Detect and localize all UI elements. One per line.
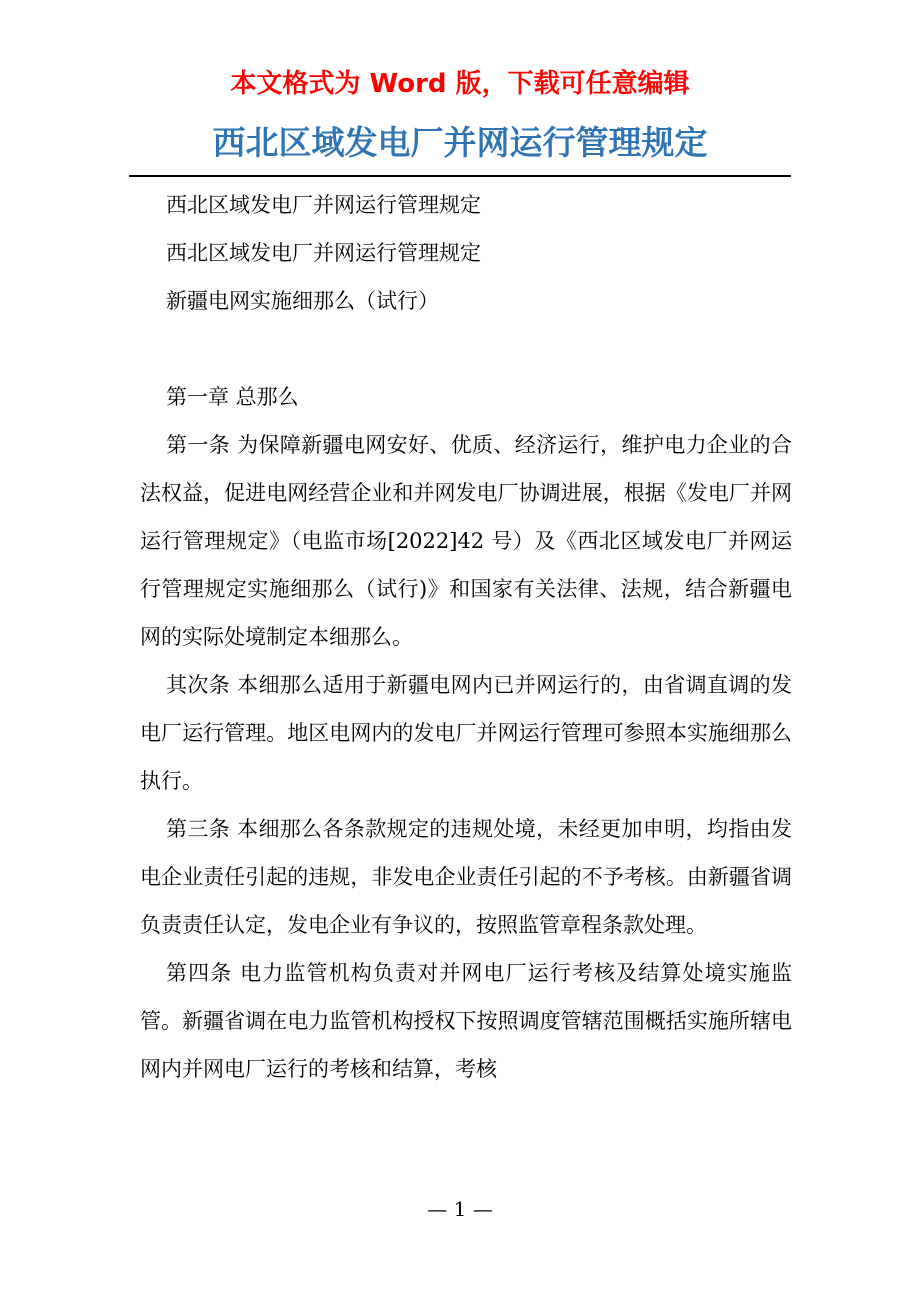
chapter-heading: 第一章 总那么 — [166, 385, 299, 409]
body-paragraph: 西北区域发电厂并网运行管理规定 — [166, 193, 481, 217]
title-divider — [129, 175, 791, 177]
body-paragraph: 西北区域发电厂并网运行管理规定 — [166, 241, 481, 265]
document-body — [140, 181, 792, 1093]
article-3: 第三条 本细那么各条款规定的违规处境，未经更加申明，均指由发电企业责任引起的违规，非发电企业责任引起的不予考核。由新疆省调负责责任认定，发电企业有争议的，按照监管章程条款处理。 — [140, 817, 792, 937]
blank-line — [140, 325, 792, 373]
article-1: 第一条 为保障新疆电网安好、优质、经济运行，维护电力企业的合法权益，促进电网经营企业和并网发电厂协调进展，根据《发电厂并网运行管理规定》（电监市场[2022]42 号）及《西北区域发电厂并网运行管理规定实施细那么（试行)》和国家有关法律、法规，结合新疆电网的实际处境制定本细那么。 — [140, 433, 792, 649]
article-4: 第四条 电力监管机构负责对并网电厂运行考核及结算处境实施监管。新疆省调在电力监管机构授权下按照调度管辖范围概括实施所辖电网内并网电厂运行的考核和结算，考核 — [140, 961, 792, 1081]
document-title: 西北区域发电厂并网运行管理规定 — [212, 123, 708, 162]
format-notice-banner: 本文格式为 Word 版，下载可任意编辑 — [230, 69, 690, 99]
article-2: 其次条 本细那么适用于新疆电网内已并网运行的，由省调直调的发电厂运行管理。地区电网内的发电厂并网运行管理可参照本实施细那么执行。 — [140, 673, 792, 793]
body-paragraph: 新疆电网实施细那么（试行） — [166, 289, 439, 313]
page-number: — 1 — — [427, 1197, 493, 1221]
